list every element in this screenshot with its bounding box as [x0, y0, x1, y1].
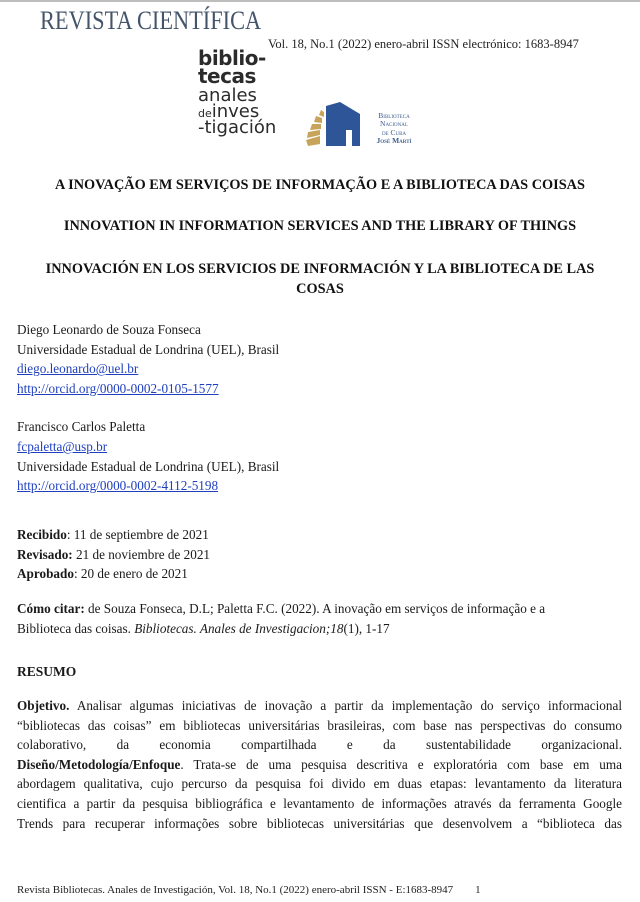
title-portuguese: A INOVAÇÃO EM SERVIÇOS DE INFORMAÇÃO E A BIBLIOTECA DAS COISAS	[55, 177, 585, 193]
citation-rest: (1), 1-17	[343, 620, 390, 636]
logo-line: tecas	[198, 64, 256, 88]
logo-line: -tigación	[198, 117, 277, 138]
citation-journal: Bibliotecas. Anales de Investigacion;18	[134, 620, 344, 636]
footer-text: Revista Bibliotecas. Anales de Investigación, Vol. 18, No.1 (2022) enero-abril ISSN - E:1683-8947	[17, 884, 454, 896]
title-spanish-line: INNOVACIÓN EN LOS SERVICIOS DE INFORMACIÓN Y LA BIBLIOTECA DE LAS	[45, 261, 595, 277]
abstract-text: abordagem qualitativa, cujo percurso da pesquisa foi divido em duas etapas: levantamento da literatura	[17, 776, 622, 792]
dates-block	[17, 525, 210, 584]
bnc-line: Nacional	[380, 119, 408, 129]
citation-block	[17, 599, 617, 638]
logo-line: biblio-	[198, 46, 266, 70]
abstract-text: “bibliotecas das coisas” em bibliotecas universitárias brasileiras, com base nas perspectivas do consumo	[17, 717, 622, 733]
abstract-text: cientifica a partir da pesquisa bibliográfica e levantamento de informações através da ferramenta Google	[17, 795, 622, 811]
abstract-line	[17, 735, 622, 755]
author-name: Francisco Carlos Paletta	[17, 419, 146, 435]
bnc-logo-text	[372, 112, 416, 146]
volume-info: Vol. 18, No.1 (2022) enero-abril ISSN electrónico: 1683-8947	[268, 37, 579, 51]
abstract-line	[17, 696, 622, 716]
received-label: Recibido	[17, 527, 67, 542]
title-spanish	[0, 259, 640, 299]
approved-value: : 20 de enero de 2021	[73, 566, 188, 582]
citation-text: Biblioteca das coisas.	[17, 620, 135, 636]
abstract-text: . Trata-se de uma pesquisa descritiva e exploratória com base em uma	[180, 756, 622, 772]
revised-label: Revisado:	[17, 546, 73, 562]
bibliotecas-logo	[198, 46, 277, 138]
authors-block	[17, 320, 279, 496]
citation-line	[17, 619, 617, 639]
abstract-text: Trends para recuperar informações sobre bibliotecas universitárias que desenvolvem a “biblioteca das	[17, 815, 622, 831]
author-affiliation: Universidade Estadual de Londrina (UEL), Brasil	[17, 458, 280, 474]
top-border	[0, 0, 640, 2]
author-email-link[interactable]: diego.leonardo@uel.br	[17, 361, 139, 377]
citation-text: de Souza Fonseca, D.L; Paletta F.C. (2022). A inovação em serviços de informação e a	[84, 601, 546, 616]
design-label: Diseño/Metodología/Enfoque	[17, 756, 181, 772]
abstract-heading: RESUMO	[17, 664, 77, 679]
author-name: Diego Leonardo de Souza Fonseca	[17, 322, 201, 337]
abstract-line	[17, 794, 622, 814]
abstract-line	[17, 716, 622, 736]
bnc-line: Biblioteca	[378, 111, 410, 120]
received-value: : 11 de septiembre de 2021	[66, 527, 209, 542]
logo-line: anales	[198, 85, 257, 106]
bnc-line: de Cuba	[381, 127, 407, 137]
author-email-link[interactable]: fcpaletta@usp.br	[17, 438, 108, 454]
journal-banner: REVISTA CIENTÍFICA	[40, 6, 262, 35]
objective-label: Objetivo.	[17, 698, 70, 713]
citation-line	[17, 599, 617, 619]
revised-value: 21 de noviembre de 2021	[72, 546, 211, 562]
building-icon	[326, 102, 360, 146]
title-english: INNOVATION IN INFORMATION SERVICES AND THE LIBRARY OF THINGS	[63, 218, 577, 234]
author-orcid-link[interactable]: http://orcid.org/0000-0002-0105-1577	[17, 380, 219, 396]
page-number: 1	[475, 884, 481, 896]
abstract-line	[17, 814, 622, 834]
author-orcid-link[interactable]: http://orcid.org/0000-0002-4112-5198	[17, 478, 219, 494]
bnc-line: José Martí	[376, 136, 412, 146]
approved-label: Aprobado	[17, 566, 74, 582]
author-affiliation: Universidade Estadual de Londrina (UEL), Brasil	[17, 341, 280, 357]
abstract-line	[17, 774, 622, 794]
logo-small-word: de	[198, 107, 212, 120]
abstract-text: Analisar algumas iniciativas de inovação a partir da implementação do serviço informacional	[69, 698, 622, 713]
citation-label: Cómo citar:	[17, 601, 85, 616]
spacer	[17, 398, 279, 417]
logo-word: inves	[211, 101, 260, 122]
book-pages-icon	[306, 110, 324, 146]
revised-date	[17, 545, 210, 565]
title-spanish-line: COSAS	[296, 281, 344, 297]
approved-date	[17, 564, 210, 584]
abstract-text: colaborativo, da economia compartilhada e da sustentabilidade organizacional.	[17, 737, 622, 753]
received-date	[17, 525, 210, 545]
abstract-body	[17, 696, 622, 833]
abstract-line	[17, 755, 622, 775]
page-footer	[17, 884, 481, 896]
